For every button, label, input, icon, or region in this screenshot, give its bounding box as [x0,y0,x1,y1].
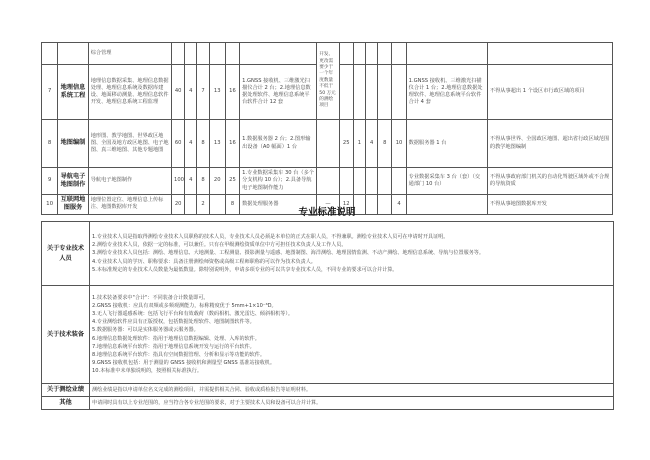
table-row: 9 导航电子地图制作 导航电子地图制作 100 4 8 20 25 1.专业数据采集车 30 台（多个分支机构 10 台）；2.具备导航电子地图制作能力 专业数据采集车 3 台（套）（交通部门 10 台） 不得从事政府部门机关的自动化驾驶区域外或不合规的导航资质 [42,168,613,195]
table-row [42,384,614,397]
text-line: 4.专业测绘软件应具有正版授权，包括数据处理软件、地图制图软件等。 [92,319,255,326]
table-row [42,397,614,410]
text-line: 1.技术装备要求中"合计"：不同装备合计数量即可。 [92,294,209,301]
qualification-table [41,42,613,215]
section-header: 关于专业技术人员 [42,222,90,286]
professional-name: 地理信息系统工程 [58,65,88,120]
equipment-cell: 1.GNSS 接收机、三维激光扫描仪合计 2 台；2.地理信息数据处理软件、地理信息系统平台软件合计 12 套 [240,65,317,120]
performance-cell: 开发、更改需要少于一个年度数量不低于 50 万元的测绘项目 [317,43,339,120]
section-body [90,384,614,397]
scope-cell: 地理信息数据采集、地理信息数据处理、地理信息系统及数据库建设、地面移动测量、地理信息软件开发、地理信息系统工程监理 [88,65,171,120]
equipment-cell: 专业数据采集车 3 台（套）（交通部门 10 台） [406,168,487,195]
text-line: 5.本标准规定的专业技术人员数量为最低数量。除特别说明外，申请多项专业的可以共享专业技术人员，不同专业的要求可以合并计算。 [92,266,398,273]
scope-cell: 导航电子地图制作 [88,168,171,195]
professional-name: 互联网地图服务 [58,195,88,215]
section-body [90,222,614,286]
note-cell: 不得从事地图数据库开发 [487,195,612,215]
text-line: 测绘业绩是指以申请单位名义完成的测绘项目，并需提供相关合同、验收或质检报告等证明材料。 [92,386,312,393]
note-cell: 不得从事超出 1 个设区市行政区域的项目 [487,65,612,120]
scope-cell: 地形图、教学地图、世界政区地图、全国及地方政区地图、电子地图、真三维地图、其他专题地图 [88,120,171,168]
text-line: 9.GNSS 接收机包括：用于测量的 GNSS 接收机和测量型 GNSS 基准站接收机。 [92,359,275,366]
scope-cell: 地理位置定位、地理信息上传标注、地图数据库开发 [88,195,171,215]
text-line: 10.本标准中未单独说明的，按照相关标准执行。 [92,368,202,375]
professional-name: 导航电子地图制作 [58,168,88,195]
section-header: 关于技术装备 [42,286,90,384]
text-line: 6.地理信息数据处理软件：指用于地理信息数据编辑、处理、入库的软件。 [92,335,260,342]
standards-explanation-table [41,221,614,410]
text-line: 5.数据服务器：可以是实体服务器或云服务器。 [92,327,199,334]
table-row: 8 地图编制 地形图、教学地图、世界政区地图、全国及地方政区地图、电子地图、真三维地图、其他专题地图 60 4 8 13 16 1.数据服务器 2 台；2.图形输出设备（A0 幅面）1 台 25 1 4 8 10 数据服务器 1 台 不得从事世界、全国政区地图、超出省行政区域范围的教学地图编制 [42,120,613,168]
table-row: 10 互联网地图服务 地理位置定位、地理信息上传标注、地图数据库开发 20 2 8 数据处理服务器 — 12 4 不得从事地图数据库开发 [42,195,613,215]
section-header: 关于测绘业绩 [42,384,90,397]
section-header: 其他 [42,397,90,410]
text-line: 2.GNSS 接收机：应具有双频或多频观测能力，标称精度优于 5mm+1×10⁻⁶D。 [92,302,277,309]
table-row [42,286,614,384]
text-line: 8.地理信息系统平台软件：指具有空间数据管理、分析和显示等功能的软件。 [92,351,265,358]
equipment-cell: 数据处理服务器 [240,195,317,215]
text-line: 3.测绘专业技术人员包括：测绘、地理信息、大地测量、工程测量、摄影测量与遥感、地图制图、海洋测绘、地理国情监测、不动产测绘、地理信息系统、导航与位置服务等。 [92,250,484,257]
text-line: 申请同时具有以上专业范围的，应当符合各专业范围的要求，对于主要技术人员和设备可以合并计算。 [92,399,322,406]
note-cell: 不得从事世界、全国政区地图、超出省行政区域范围的教学地图编制 [487,120,612,168]
equipment-cell: 数据服务器 1 台 [406,120,487,168]
text-line: 7.地理信息系统平台软件：指用于地理信息系统开发与运行的平台软件。 [92,343,255,350]
scope-cell: 综合管理 [88,43,171,65]
text-line: 4.专业技术人员的学历、职称要求：具备注册测绘师资格或高级工程师职称的可以作为技术负责人。 [92,258,316,265]
section-title: 专业标准说明 [298,207,356,218]
table-row [42,222,614,286]
note-cell: 不得从事政府部门机关的自动化驾驶区域外或不合规的导航资质 [487,168,612,195]
text-line: 3.无人飞行器遥感系统：包括飞行平台和有效载荷（数码相机、激光雷达、倾斜相机等）。 [92,311,293,318]
table-row: 7 地理信息系统工程 地理信息数据采集、地理信息数据处理、地理信息系统及数据库建设、地面移动测量、地理信息软件开发、地理信息系统工程监理 40 4 7 13 16 1.GNSS 接收机、三维激光扫描仪合计 2 台；2.地理信息数据处理软件、地理信息系统平台软件合计 12 套 1.GNSS 接收机、三维激光扫描仪合计 1 台；2.地理信息数据处理软件、地理信息系统平台软件合计 4 套 不得从事超出 1 个设区市行政区域的项目 [42,65,613,120]
professional-name: 地图编制 [58,120,88,168]
text-line: 2.测绘专业技术人员，依据一定的标准，可以兼任。只有在甲级测绘资质单位中方可担任技术负责人及工作人员。 [92,242,347,249]
equipment-cell: 1.数据服务器 2 台；2.图形输出设备（A0 幅面）1 台 [240,120,317,168]
equipment-cell: 1.GNSS 接收机、三维激光扫描仪合计 1 台；2.地理信息数据处理软件、地理信息系统平台软件合计 4 套 [406,65,487,120]
text-line: 1.专业技术人员是指取得测绘专业技术人员职称的技术人员，专业技术人员必须是本单位的正式在职人员，不得兼职。测绘专业技术人员可在申请时开具证明。 [92,234,449,241]
section-body [90,397,614,410]
equipment-cell: 1.专业数据采集车 30 台（多个分支机构 10 台）；2.具备导航电子地图制作能力 [240,168,317,195]
table-row-continuation [42,43,613,65]
section-body [90,286,614,384]
